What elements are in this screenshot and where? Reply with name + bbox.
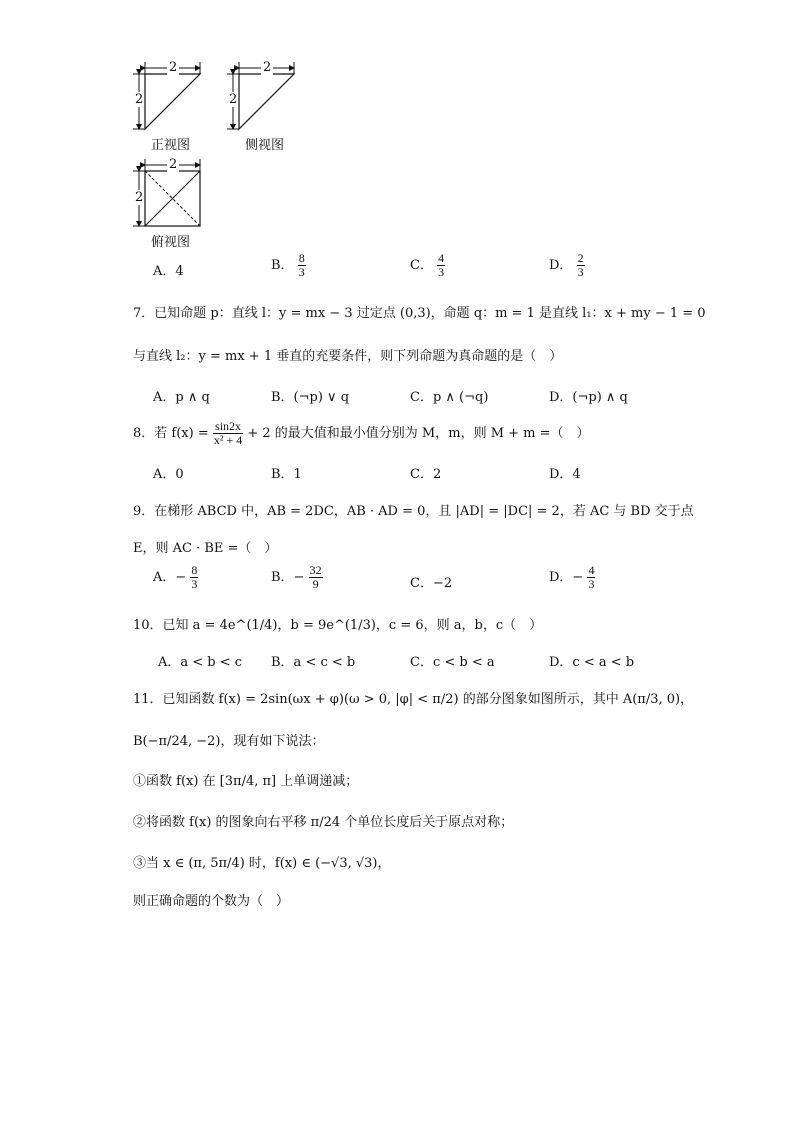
q11-statement-1: ①函数 f(x) 在 [3π/4, π] 上单调递减； [133,774,359,789]
q8-option-b[interactable]: B．1 [271,467,302,482]
q7-option-c[interactable]: C．p ∧ (¬q) [410,390,489,405]
q9-d-prefix: D．− [549,570,584,585]
q9-stem-line2: E，则 AC · BE =（ ） [133,541,278,556]
front-width-dim: 2 [169,60,178,75]
q9-b-fraction [309,564,323,591]
q6-option-c[interactable] [410,252,445,279]
q7-stem-line2: 与直线 l₂：y = mx + 1 垂直的充要条件，则下列命题为真命题的是（ ） [133,349,563,364]
top-height-dim: 2 [135,190,144,205]
q9-b-num: 32 [309,563,322,577]
q8-fraction [213,420,243,447]
q11-statement-3: ③当 x ∈ (π, 5π/4) 时，f(x) ∈ (−√3, √3)， [133,856,391,871]
top-width-dim: 2 [169,157,178,172]
q6-option-b-prefix: B． [271,258,294,273]
q9-d-fraction [587,564,595,591]
q8-option-d[interactable]: D．4 [549,467,581,482]
q9-option-a[interactable] [153,564,198,591]
q10-option-c[interactable]: C．c < b < a [410,655,495,670]
q8-option-c[interactable]: C．2 [410,467,442,482]
q10-option-b[interactable]: B．a < c < b [271,655,356,670]
q11-stem-line1: 11．已知函数 f(x) = 2sin(ωx + φ)(ω > 0, |φ| < π/2) 的部分图象如图所示，其中 A(π/3, 0)， [133,692,694,707]
q9-b-prefix: B．− [271,570,305,585]
q9-d-num: 4 [588,563,595,577]
q9-b-den: 9 [312,577,319,591]
q7-stem-line1: 7．已知命题 p：直线 l：y = mx − 3 过定点 (0,3)，命题 q：m = 1 是直线 l₁：x + my − 1 = 0 [133,306,706,321]
q7-option-d[interactable]: D．(¬p) ∧ q [549,390,628,405]
q6-c-num: 4 [438,251,445,265]
q8-option-a[interactable]: A．0 [153,467,184,482]
q6-c-den: 3 [438,265,445,279]
q6-option-a-text: A．4 [153,264,184,279]
three-views-figure [128,58,308,248]
q11-statement-2: ②将函数 f(x) 的图象向右平移 π/24 个单位长度后关于原点对称； [133,815,514,830]
q10-stem: 10．已知 a = 4e^(1/4)，b = 9e^(1/3)，c = 6，则 a，b，c（ ） [133,618,543,633]
front-height-dim: 2 [135,92,144,107]
q9-a-num: 8 [191,563,198,577]
q8-prefix: 8．若 f(x) = [133,426,213,441]
q6-option-c-prefix: C． [410,258,433,273]
q6-d-den: 3 [577,265,584,279]
q6-option-d-fraction [577,252,585,279]
q7-option-a[interactable]: A．p ∧ q [153,390,210,405]
q9-option-c[interactable]: C．−2 [410,576,453,591]
q6-option-d-prefix: D． [549,258,573,273]
q6-d-num: 2 [577,251,584,265]
q9-option-d[interactable] [549,564,595,591]
side-width-dim: 2 [263,60,272,75]
q9-stem-line1: 9．在梯形 ABCD 中，AB = 2DC，AB · AD = 0，且 |AD| = |DC| = 2，若 AC 与 BD 交于点 [133,504,694,519]
q11-question: 则正确命题的个数为（ ） [133,894,290,909]
q8-stem [133,420,590,447]
top-view-label: 俯视图 [151,235,191,250]
q9-a-fraction [190,564,198,591]
q9-d-den: 3 [588,577,595,591]
front-view-label: 正视图 [151,138,191,153]
q6-option-c-fraction [437,252,445,279]
q6-option-a[interactable] [153,260,184,279]
q9-option-b[interactable] [271,564,323,591]
q8-num: sin2x [213,420,243,434]
q6-b-den: 3 [298,265,305,279]
q9-a-prefix: A．− [153,570,187,585]
side-height-dim: 2 [229,92,238,107]
q6-option-d[interactable] [549,252,585,279]
q10-option-a[interactable]: A．a < b < c [158,655,243,670]
q8-den: x² + 4 [213,433,243,447]
q8-suffix: + 2 的最大值和最小值分别为 M，m，则 M + m =（ ） [247,426,590,441]
q11-stem-line2: B(−π/24, −2)，现有如下说法： [133,734,325,749]
q9-a-den: 3 [191,577,198,591]
side-view-label: 侧视图 [245,138,285,153]
q6-option-b[interactable] [271,252,306,279]
q6-b-num: 8 [298,251,305,265]
q6-option-b-fraction [298,252,306,279]
q7-option-b[interactable]: B．(¬p) ∨ q [271,390,350,405]
q10-option-d[interactable]: D．c < a < b [549,655,635,670]
